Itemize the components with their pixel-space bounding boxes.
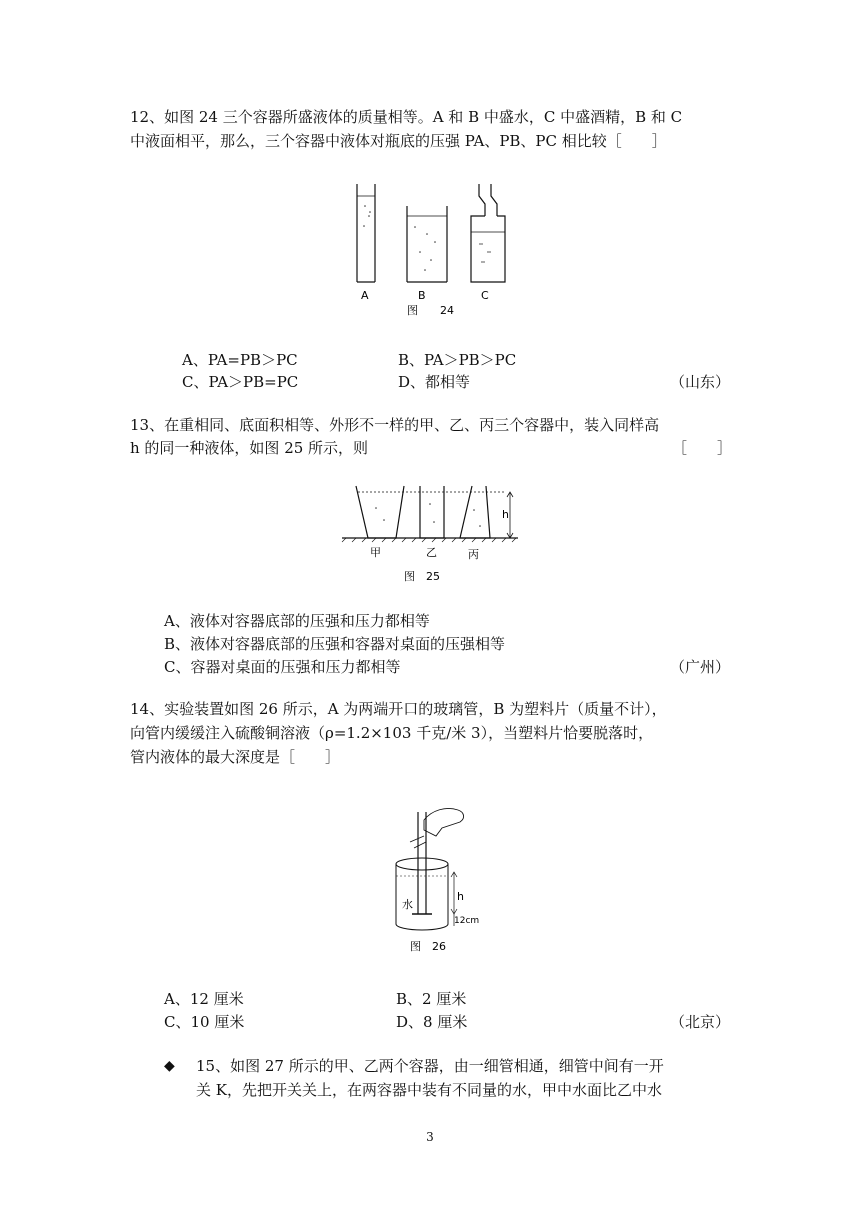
q13-bracket: ［ ］ [672, 439, 733, 457]
q15-line1: 15、如图 27 所示的甲、乙两个容器，由一细管相通，细管中间有一开 [196, 1057, 664, 1075]
q14-option-a: A、12 厘米 [164, 990, 244, 1008]
fig25-label-bing: 丙 [468, 548, 479, 561]
fig24-label-b: B [418, 289, 426, 302]
q14-option-b: B、2 厘米 [396, 990, 467, 1008]
q13-option-a: A、液体对容器底部的压强和压力都相等 [164, 612, 430, 630]
fig24-label-c: C [481, 289, 489, 302]
q12-source: （山东） [669, 373, 730, 391]
figure-25 [340, 478, 520, 588]
q14-line2: 向管内缓缓注入硫酸铜溶液（ρ=1.2×103 千克/米 3），当塑料片恰要脱落时， [130, 724, 654, 742]
page-number: 3 [426, 1130, 434, 1144]
fig26-h: h [457, 890, 464, 903]
q12-option-a: A、PA=PB＞PC [182, 351, 298, 369]
q14-line3: 管内液体的最大深度是［ ］ [130, 748, 341, 766]
q12-line2: 中液面相平，那么，三个容器中液体对瓶底的压强 PA、PB、PC 相比较［ ］ [130, 132, 667, 150]
q15-bullet: ◆ [164, 1058, 175, 1074]
fig25-label-yi: 乙 [426, 546, 437, 559]
q13-option-c: C、容器对桌面的压强和压力都相等 [164, 658, 401, 676]
figure-24 [345, 182, 515, 322]
fig25-h: h [502, 508, 509, 521]
q13-line1: 13、在重相同、底面积相等、外形不一样的甲、乙、丙三个容器中，装入同样高 [130, 416, 660, 434]
figure-26 [380, 796, 490, 956]
q15-line2: 关 K，先把开关关上，在两容器中装有不同量的水，甲中水面比乙中水 [196, 1081, 662, 1099]
q13-source: （广州） [669, 658, 730, 676]
fig25-label-jia: 甲 [370, 546, 381, 559]
q12-line1: 12、如图 24 三个容器所盛液体的质量相等。A 和 B 中盛水，C 中盛酒精，B 和 C [130, 108, 683, 126]
q14-line1: 14、实验装置如图 26 所示，A 为两端开口的玻璃管，B 为塑料片（质量不计）， [130, 700, 667, 718]
q14-source: （北京） [669, 1013, 730, 1031]
fig25-caption: 图 25 [404, 570, 440, 583]
q12-option-c: C、PA＞PB=PC [182, 373, 299, 391]
q14-option-d: D、8 厘米 [396, 1013, 468, 1031]
q13-option-b: B、液体对容器底部的压强和容器对桌面的压强相等 [164, 635, 506, 653]
q14-option-c: C、10 厘米 [164, 1013, 245, 1031]
fig26-water: 水 [402, 898, 413, 911]
fig24-label-a: A [361, 289, 369, 302]
q12-option-d: D、都相等 [398, 373, 471, 391]
fig24-caption: 图 24 [407, 304, 454, 317]
q12-option-b: B、PA＞PB＞PC [398, 351, 517, 369]
fig26-depth: 12cm [454, 916, 480, 926]
q13-line2: h 的同一种液体，如图 25 所示，则 [130, 439, 369, 457]
fig26-caption: 图 26 [410, 940, 446, 953]
